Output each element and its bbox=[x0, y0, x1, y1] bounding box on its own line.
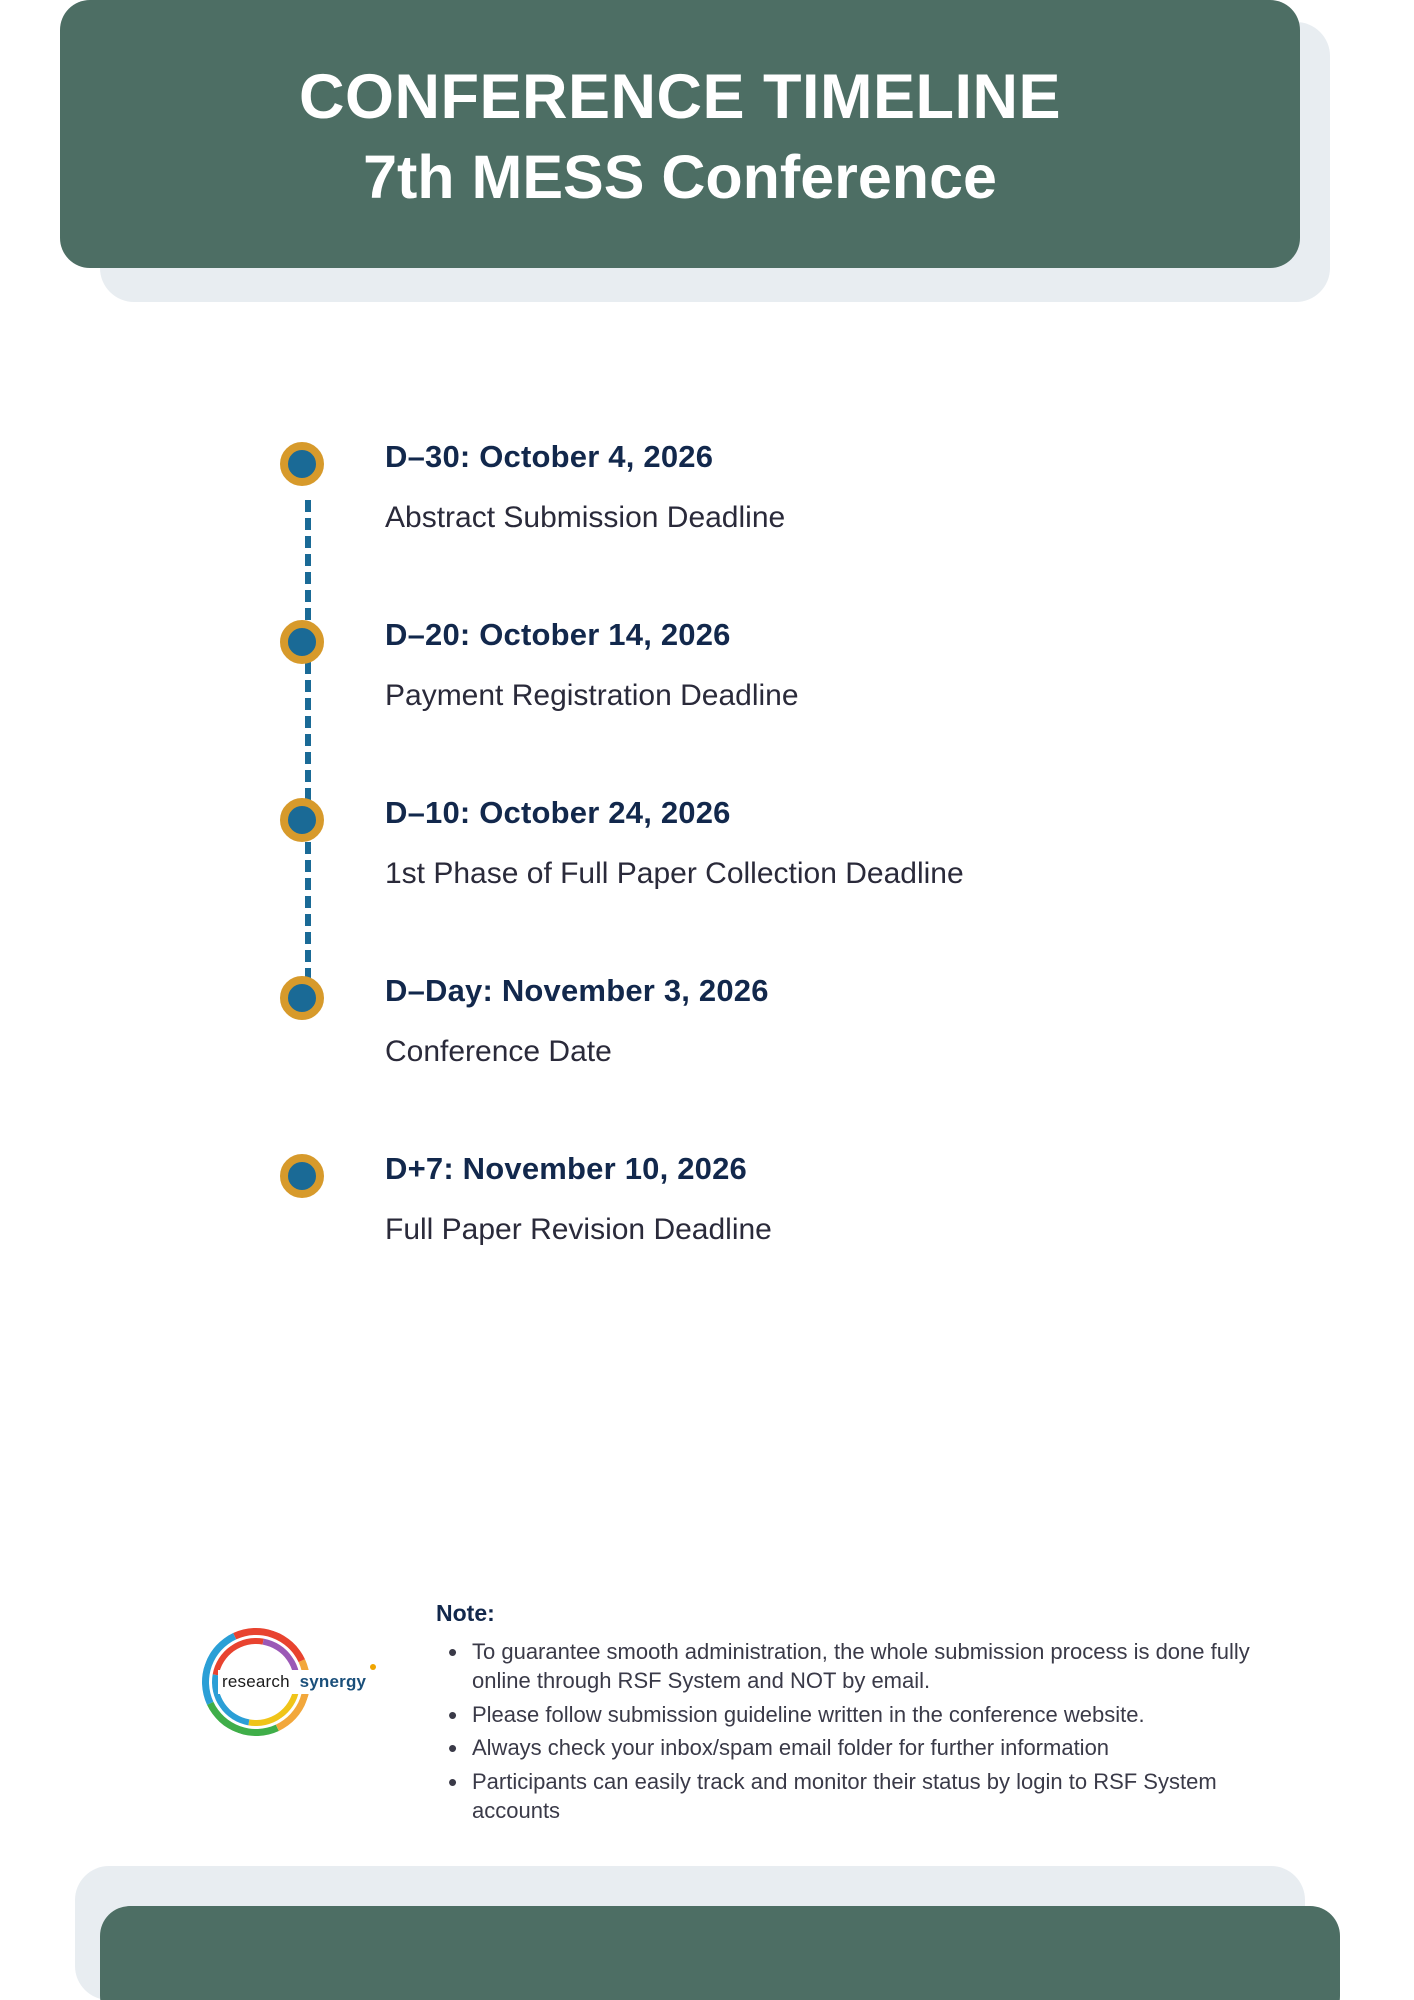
timeline-item-date: D–30: October 4, 2026 bbox=[385, 439, 714, 474]
note-section bbox=[196, 1596, 1256, 1830]
logo-text bbox=[218, 1670, 370, 1694]
timeline-item bbox=[280, 974, 1280, 1152]
logo-text-secondary: synergy bbox=[299, 1672, 367, 1691]
timeline-dot-icon bbox=[280, 1154, 324, 1198]
note-body bbox=[406, 1596, 1256, 1830]
note-title: Note: bbox=[436, 1600, 495, 1626]
timeline-item-description: Conference Date bbox=[385, 1035, 612, 1069]
timeline-item-date: D–20: October 14, 2026 bbox=[385, 617, 731, 652]
timeline-dot-icon bbox=[280, 976, 324, 1020]
note-list-item: • Please follow submission guideline written in the conference website. bbox=[436, 1700, 1256, 1729]
timeline-item-date: D–Day: November 3, 2026 bbox=[385, 973, 769, 1008]
timeline-item bbox=[280, 1152, 1280, 1282]
timeline-dot-icon bbox=[280, 442, 324, 486]
timeline-list bbox=[280, 440, 1280, 1282]
research-synergy-logo bbox=[196, 1628, 406, 1738]
logo-text-primary: research bbox=[222, 1672, 290, 1691]
note-list-item: • To guarantee smooth administration, the whole submission process is done fully online through RSF System and NOT by email. bbox=[436, 1637, 1256, 1696]
timeline-item-description: Full Paper Revision Deadline bbox=[385, 1213, 772, 1247]
page-title: CONFERENCE TIMELINE bbox=[298, 62, 1062, 133]
timeline-item bbox=[280, 618, 1280, 796]
timeline-item-description: Abstract Submission Deadline bbox=[385, 501, 786, 535]
note-list bbox=[436, 1637, 1256, 1826]
logo-accent-dot-icon bbox=[370, 1664, 376, 1670]
timeline-item bbox=[280, 440, 1280, 618]
timeline-item-description: Payment Registration Deadline bbox=[385, 679, 799, 713]
note-list-item: • Participants can easily track and monitor their status by login to RSF System accounts bbox=[436, 1767, 1256, 1826]
note-list-item: • Always check your inbox/spam email folder for further information bbox=[436, 1733, 1256, 1762]
timeline-item-date: D+7: November 10, 2026 bbox=[385, 1151, 747, 1186]
timeline-item-description: 1st Phase of Full Paper Collection Deadline bbox=[385, 857, 964, 891]
timeline-item bbox=[280, 796, 1280, 974]
timeline-item-date: D–10: October 24, 2026 bbox=[385, 795, 731, 830]
page-subtitle: 7th MESS Conference bbox=[363, 142, 997, 211]
header-card bbox=[60, 0, 1300, 268]
timeline-dot-icon bbox=[280, 620, 324, 664]
timeline-dot-icon bbox=[280, 798, 324, 842]
footer-card bbox=[100, 1906, 1340, 2000]
